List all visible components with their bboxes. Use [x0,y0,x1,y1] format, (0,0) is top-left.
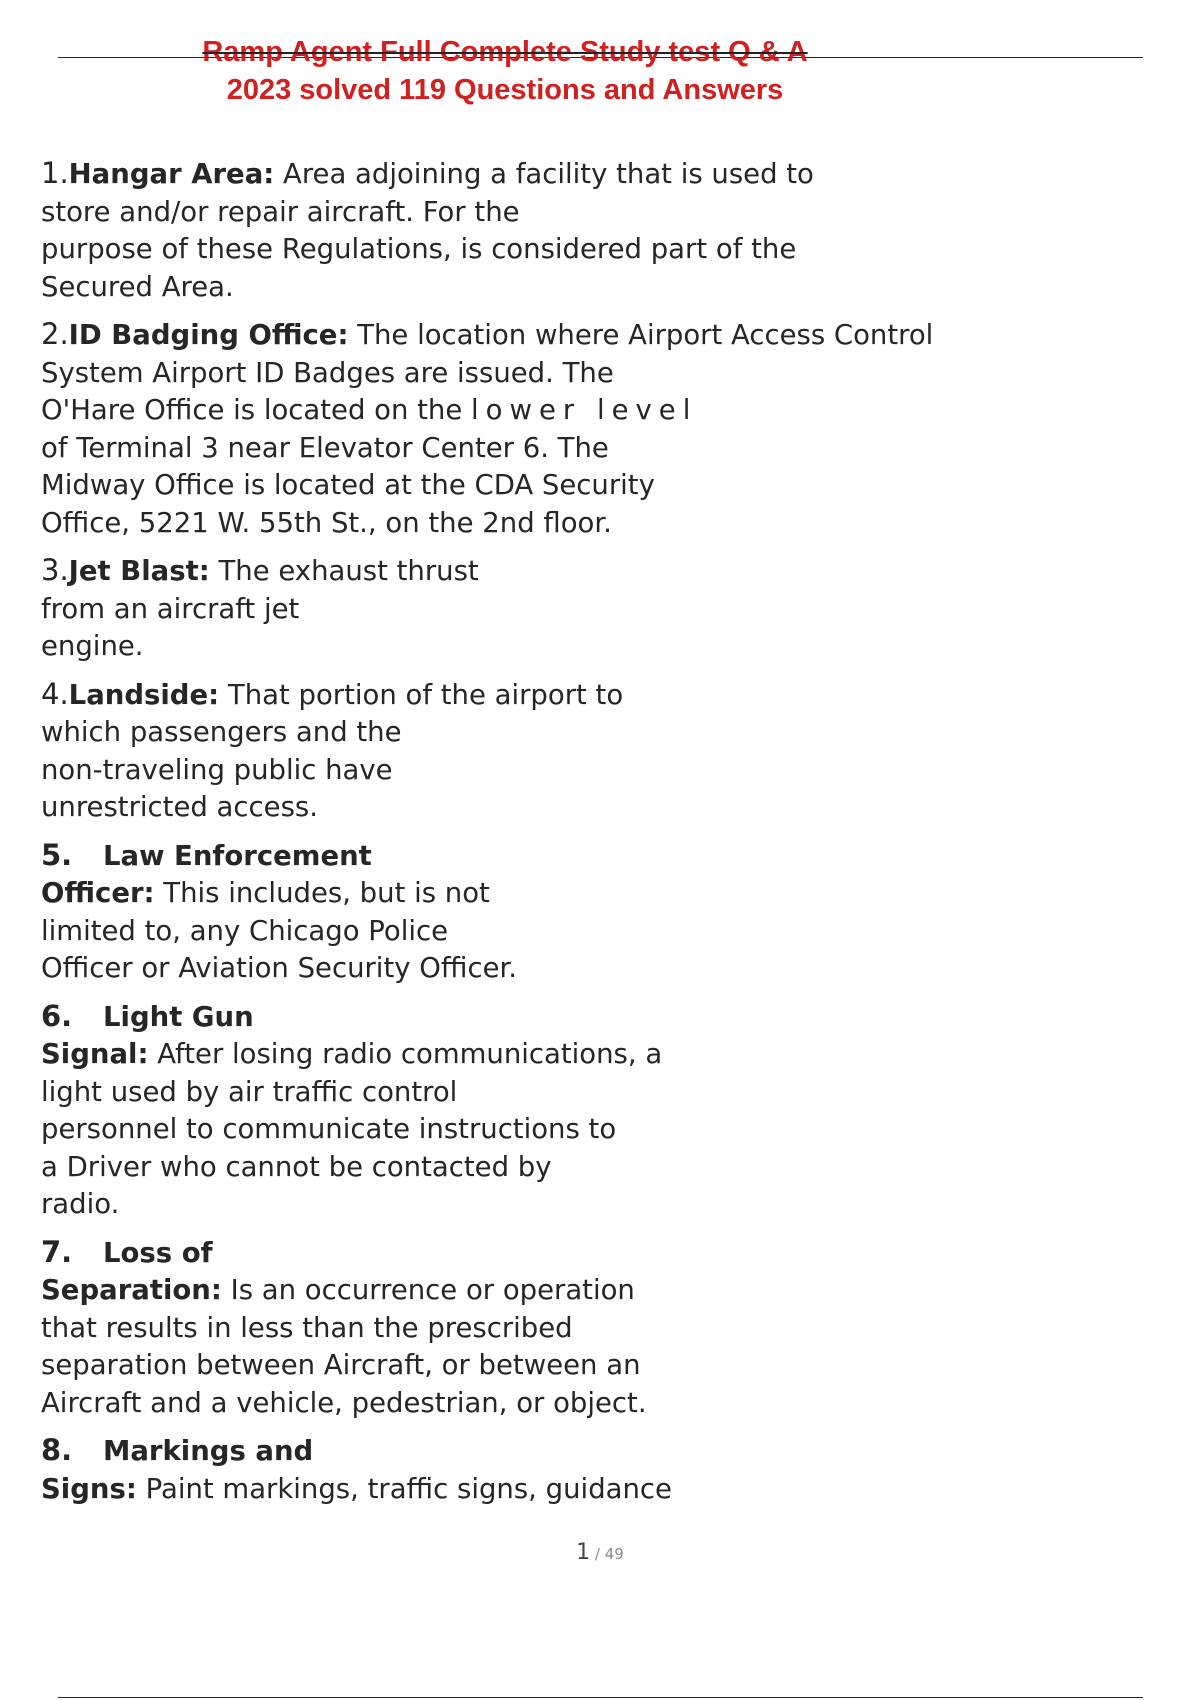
item-text: which passengers and the [41,716,402,748]
item-text: radio. [41,1188,120,1220]
item-text: After losing radio communications, a [148,1038,663,1070]
qa-list [41,155,934,1518]
item-text: Paint markings, traffic signs, guidance [136,1472,672,1505]
page-indicator [0,1540,1200,1565]
item-text: O'Hare Office is located on the [41,394,472,426]
item-number: 3. [41,553,69,587]
item-text: The location where Airport Access Control [348,319,934,351]
item-term: Law Enforcement [103,839,372,872]
item-text: Aircraft and a vehicle, pedestrian, or object. [41,1386,647,1419]
item-text: Office, 5221 W. 55th St., on the 2nd floor. [41,506,612,539]
item-text: That portion of the airport to [219,678,624,711]
item-term: Signal: [41,1038,149,1070]
item-text: light used by air traffic control [41,1075,458,1108]
item-number: 6. [41,998,73,1033]
list-item [41,155,901,306]
bottom-rule [58,1697,1143,1698]
item-number: 4. [41,676,69,711]
item-term: Officer: [41,877,155,909]
page-current: 1 [576,1540,591,1565]
item-text: store and/or repair aircraft. For the [41,195,520,228]
item-term: Landside: [68,678,220,711]
item-text: from an aircraft jet [41,592,300,625]
item-text: limited to, any Chicago Police [41,914,449,947]
item-text: Midway Office is located at the CDA Security [41,469,655,501]
list-item [41,676,901,827]
item-number: 5. [41,837,73,872]
item-text: of Terminal 3 near Elevator Center 6. The [41,431,609,464]
item-text: This includes, but is not [154,877,490,909]
list-item [41,1234,901,1423]
list-item [41,837,901,988]
item-text: that results in less than the prescribed [41,1311,573,1344]
item-term: Signs: [41,1472,137,1505]
item-text: The exhaust thrust [209,555,479,587]
list-item [41,998,901,1224]
item-term: ID Badging Office: [68,319,349,351]
item-text: non-traveling public have [41,753,393,786]
title-line-2: 2023 solved 119 Questions and Answers [226,74,784,106]
title-line-1: Ramp Agent Full Complete Study test Q & A [202,36,808,68]
item-text: purpose of these Regulations, is considered part of the [41,233,797,265]
list-item [41,1432,901,1508]
item-text: personnel to communicate instructions to [41,1113,617,1145]
item-number: 1. [41,156,69,190]
item-term: Light Gun [103,1000,254,1033]
page-total: / 49 [590,1545,624,1563]
item-term: Markings and [103,1435,314,1467]
item-number: 7. [41,1234,73,1269]
item-term: Separation: [41,1274,222,1306]
document-title [160,33,850,109]
item-text: Is an occurrence or operation [221,1274,635,1306]
item-term: Loss of [103,1236,213,1269]
item-text: engine. [41,630,144,662]
item-term: Hangar Area: [68,158,275,190]
item-text: unrestricted access. [41,791,318,823]
item-text: Area adjoining a facility that is used to [274,158,814,190]
item-text: Officer or Aviation Security Officer. [41,952,518,984]
item-text: Secured Area. [41,270,234,303]
item-text: System Airport ID Badges are issued. The [41,356,614,389]
item-number: 8. [41,1433,73,1467]
item-number: 2. [41,317,69,351]
item-text: separation between Aircraft, or between an [41,1349,641,1381]
item-term: Jet Blast: [68,555,210,587]
list-item [41,552,901,666]
item-text-spaced: lower level [471,394,698,426]
list-item [41,316,934,542]
item-text: a Driver who cannot be contacted by [41,1150,552,1183]
